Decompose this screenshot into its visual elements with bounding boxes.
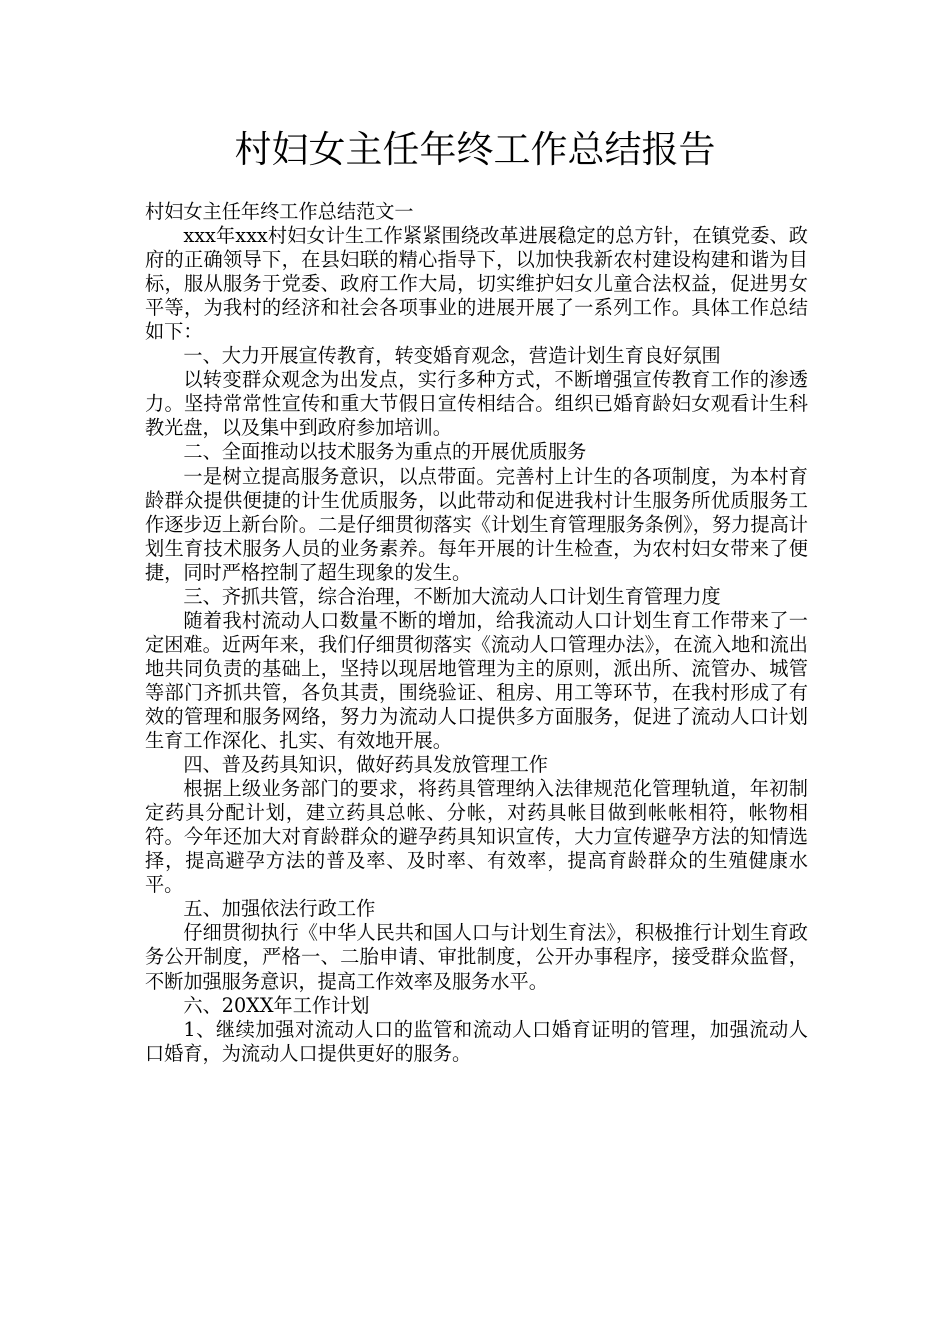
- section-heading-1: 一、大力开展宣传教育，转变婚育观念，营造计划生育良好氛围: [183, 344, 721, 368]
- paragraph-intro: xxx年xxx村妇女计生工作紧紧围绕改革进展稳定的总方针，在镇党委、政府的正确领导下，在县妇联的精心指导下，以加快我新农村建设构建和谐为目标，服从服务于党委、政府工作大局，切实维护妇女儿童合法权益，促进男女平等，为我村的经济和社会各项事业的进展开展了一系列工作。具体工作总结如下：: [145, 224, 808, 344]
- document-title: 村妇女主任年终工作总结报告: [234, 128, 716, 171]
- paragraph-1: 以转变群众观念为出发点，实行多种方式，不断增强宣传教育工作的渗透力。坚持常常性宣传和重大节假日宣传相结合。组织已婚育龄妇女观看计生科教光盘，以及集中到政府参加培训。: [145, 368, 808, 440]
- section-heading-4: 四、普及药具知识，做好药具发放管理工作: [183, 753, 548, 777]
- section-heading-3: 三、齐抓共管，综合治理，不断加大流动人口计划生育管理力度: [183, 584, 721, 608]
- section-heading-5: 五、加强依法行政工作: [183, 897, 376, 921]
- section-heading-2: 二、全面推动以技术服务为重点的开展优质服务: [183, 440, 587, 464]
- document-subtitle: 村妇女主任年终工作总结范文一: [145, 200, 414, 223]
- paragraph-3: 随着我村流动人口数量不断的增加，给我流动人口计划生育工作带来了一定困难。近两年来，我们仔细贯彻落实《流动人口管理办法》，在流入地和流出地共同负责的基础上，坚持以现居地管理为主的原则，派出所、流管办、城管等部门齐抓共管，各负其责，围绕验证、租房、用工等环节，在我村形成了有效的管理和服务网络，努力为流动人口提供多方面服务，促进了流动人口计划生育工作深化、扎实、有效地开展。: [145, 608, 808, 753]
- document-body: [145, 200, 808, 1066]
- paragraph-6: 1、继续加强对流动人口的监管和流动人口婚育证明的管理，加强流动人口婚育，为流动人口提供更好的服务。: [145, 1017, 808, 1065]
- section-heading-6: 六、20XX年工作计划: [183, 993, 370, 1017]
- paragraph-4: 根据上级业务部门的要求，将药具管理纳入法律规范化管理轨道，年初制定药具分配计划，建立药具总帐、分帐，对药具帐目做到帐帐相符，帐物相符。今年还加大对育龄群众的避孕药具知识宣传，大力宣传避孕方法的知情选择，提高避孕方法的普及率、及时率、有效率，提高育龄群众的生殖健康水平。: [145, 777, 808, 897]
- paragraph-5: 仔细贯彻执行《中华人民共和国人口与计划生育法》，积极推行计划生育政务公开制度，严格一、二胎申请、审批制度，公开办事程序，接受群众监督，不断加强服务意识，提高工作效率及服务水平。: [145, 921, 808, 993]
- paragraph-2: 一是树立提高服务意识，以点带面。完善村上计生的各项制度，为本村育龄群众提供便捷的计生优质服务，以此带动和促进我村计生服务所优质服务工作逐步迈上新台阶。二是仔细贯彻落实《计划生育管理服务条例》，努力提高计划生育技术服务人员的业务素养。每年开展的计生检查，为农村妇女带来了便捷，同时严格控制了超生现象的发生。: [145, 464, 808, 584]
